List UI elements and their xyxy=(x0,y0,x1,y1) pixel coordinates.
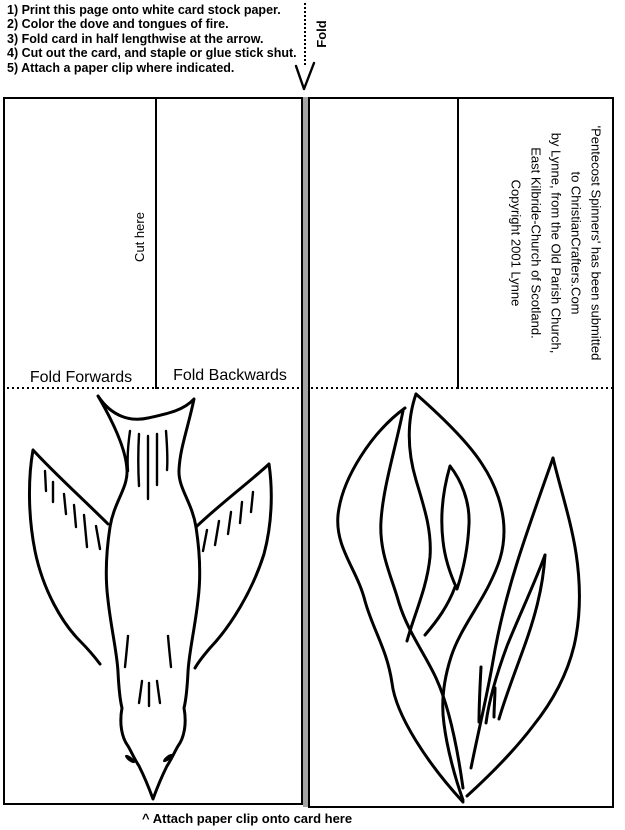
instruction-step: 2) Color the dove and tongues of fire. xyxy=(7,17,229,32)
fold-forwards-label: Fold Forwards xyxy=(29,369,133,386)
left-card-panel xyxy=(3,97,303,805)
paper-clip-caption: ^ Attach paper clip onto card here xyxy=(142,811,353,826)
instructions-list xyxy=(7,3,307,75)
fold-label: Fold xyxy=(314,20,329,48)
cut-line xyxy=(155,99,157,389)
instruction-step: 1) Print this page onto white card stock paper. xyxy=(7,3,281,17)
fold-dotted-line xyxy=(304,3,306,67)
instruction-step: 5) Attach a paper clip where indicated. xyxy=(7,60,235,75)
right-fold-dotted-line xyxy=(311,387,612,389)
credit-divider-line xyxy=(457,99,459,389)
cut-here-label: Cut here xyxy=(132,212,147,262)
credit-line: East Kilbride-Church of Scotland. xyxy=(528,147,544,339)
credit-line: Copyright 2001 Lynne xyxy=(508,179,524,307)
fold-backwards-label: Fold Backwards xyxy=(173,367,287,384)
instruction-step: 4) Cut out the card, and staple or glue stick shut. xyxy=(7,46,297,61)
left-fold-dotted-line xyxy=(7,387,300,389)
credit-line: 'Pentecost Spinners' has been submitted xyxy=(588,125,604,361)
credit-text xyxy=(506,116,606,371)
credit-line: to ChristianCrafters.Com xyxy=(568,171,584,315)
credit-line: by Lynne, from the Old Parish Church, xyxy=(548,132,564,354)
instruction-step: 3) Fold card in half lengthwise at the arrow. xyxy=(7,31,264,46)
